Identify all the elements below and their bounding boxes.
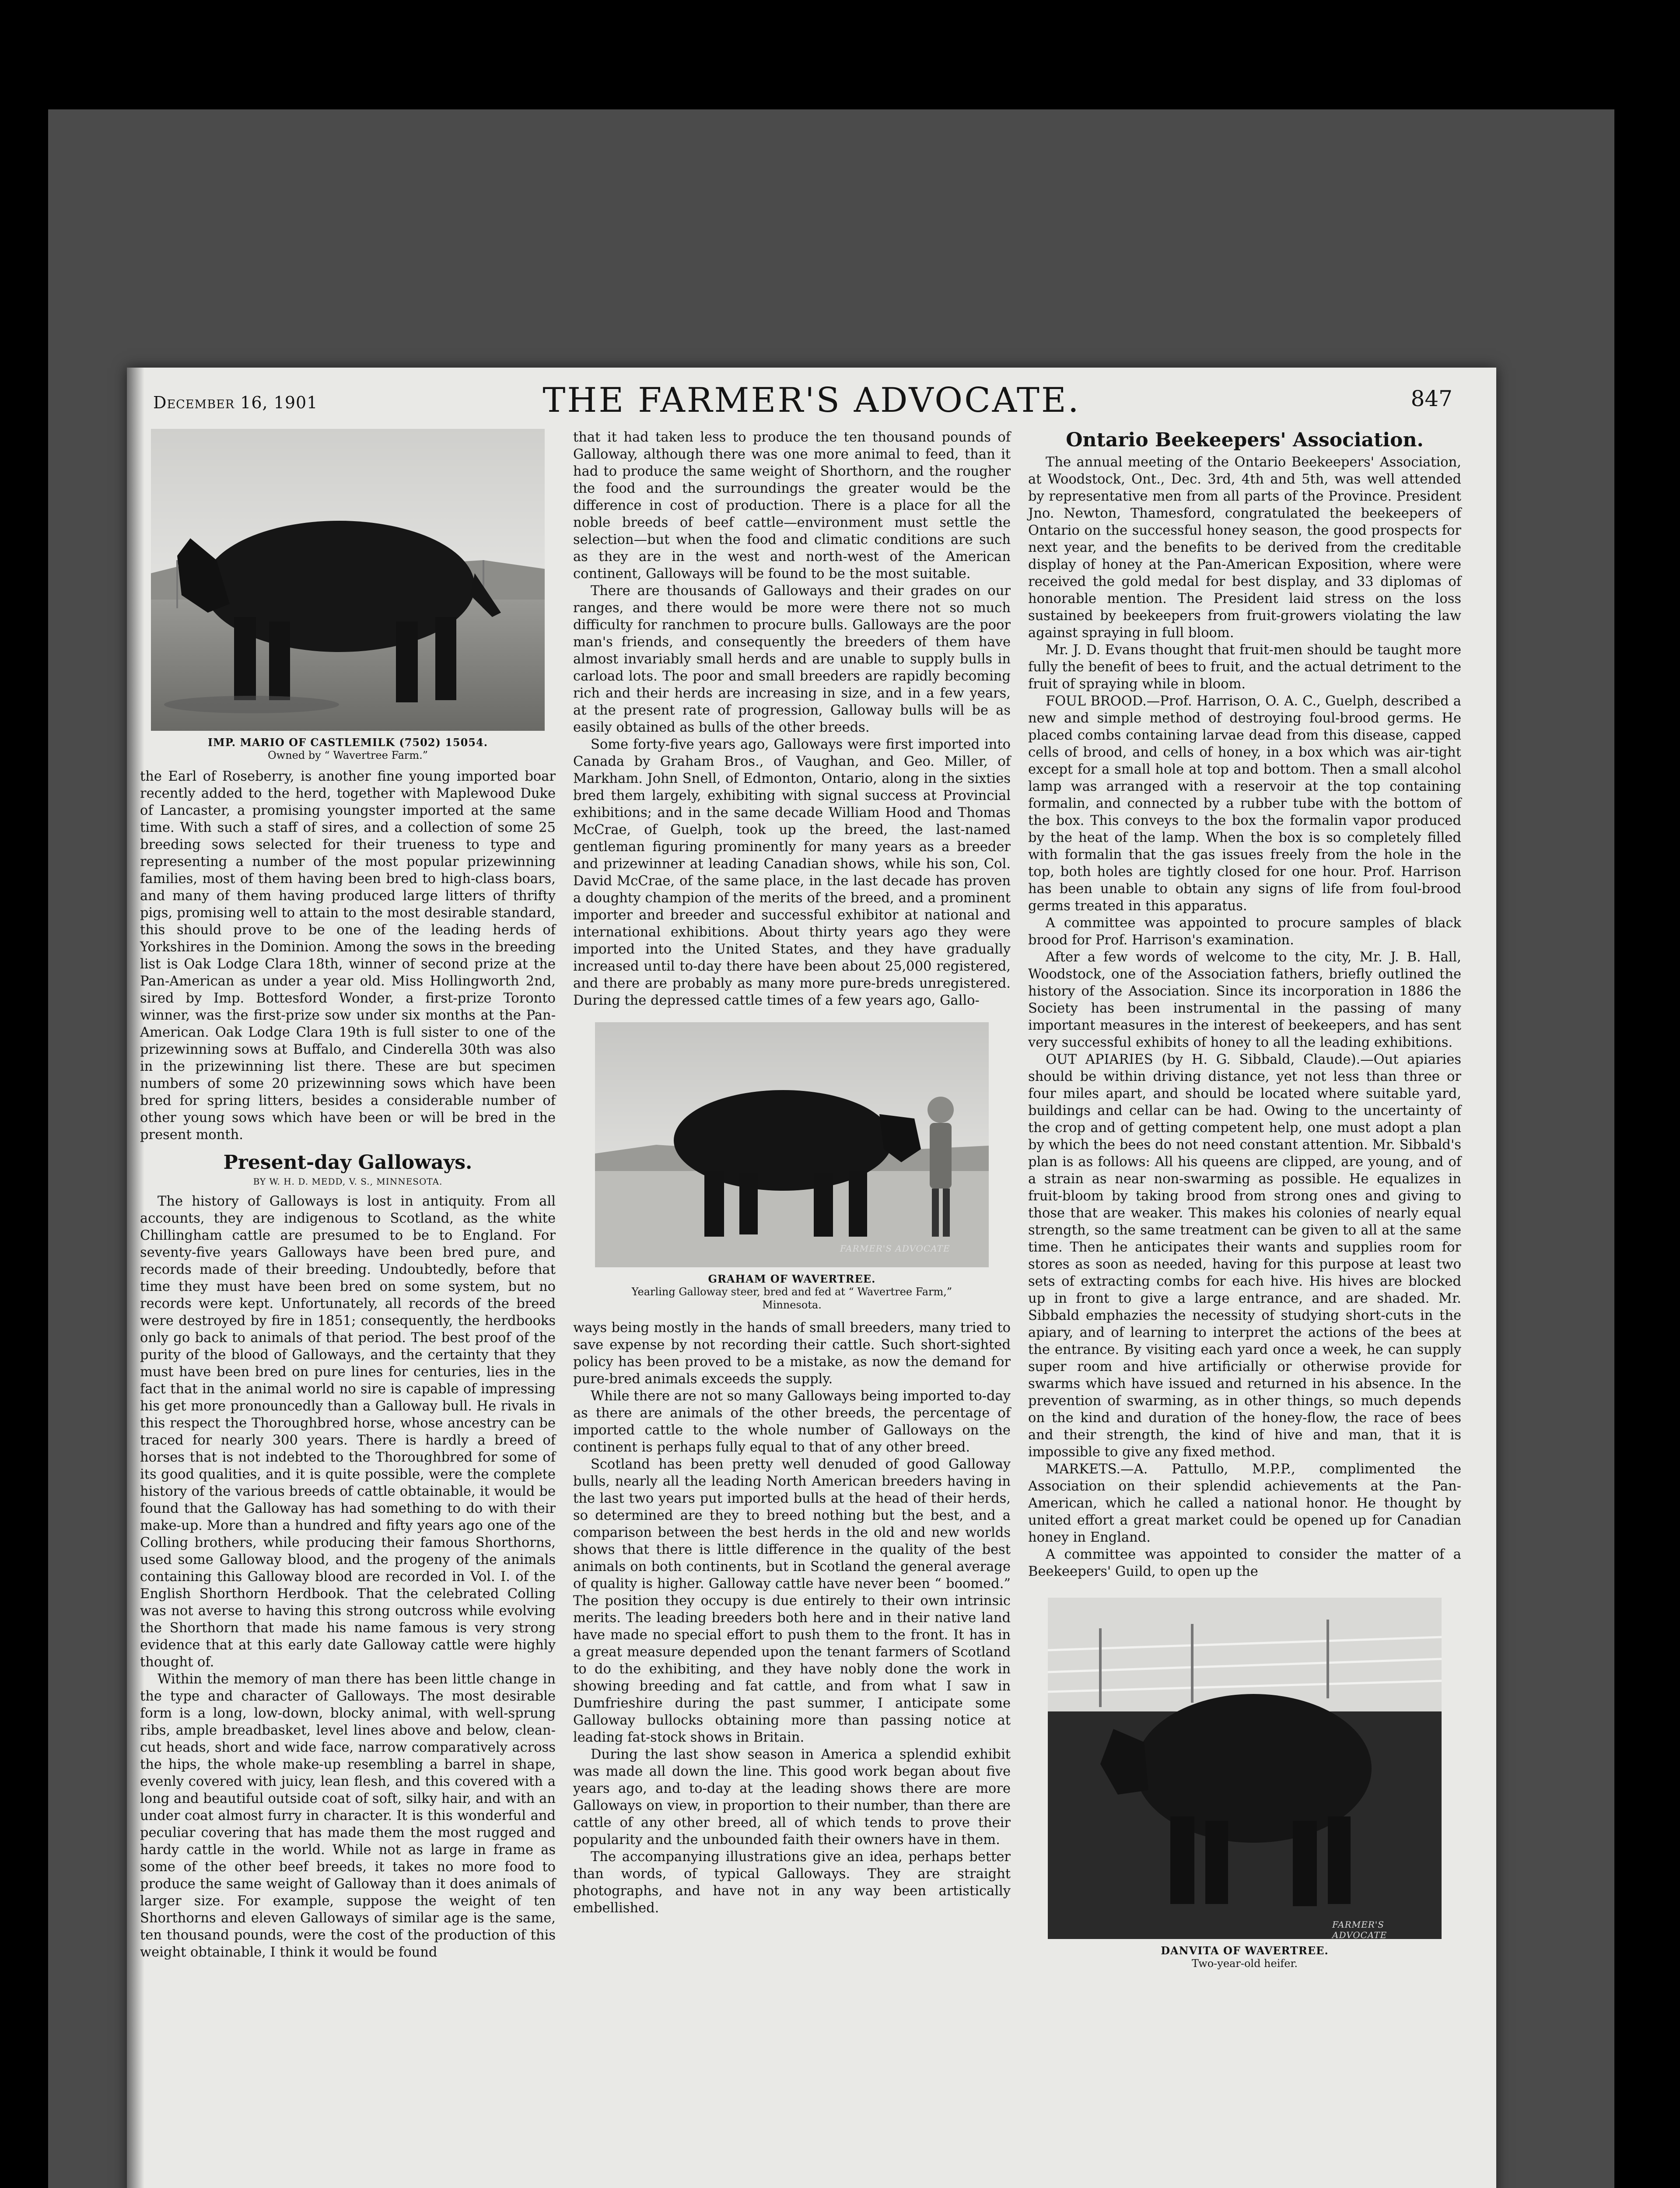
galloways-type-paragraph: Within the memory of man there has been little change in the type and character of Galloways. The most desirable form is a long, low-down, blocky animal, with well-sprung ribs, ample breadbasket, level lines above and below, clean-cut heads, short and wide face, narrow comparatively across the hips, the whole make-up resembling a barrel in shape, evenly covered with juicy, lean flesh, and this covered with a long and beautiful outside coat of soft, silky hair, and with an under coat almost furry in character. It is this wonderful and peculiar covering that has made them the most rugged and hardy cattle in the world. While not as large in frame as some of the other beef breeds, it takes no more food to produce the same weight of Galloway than it does animals of larger size. For example, suppose the weight of ten Shorthorns and eleven Galloways of similar age is the same, ten thousand pounds, were the cost of the production of this weight obtainable, I think it would be found xyxy=(140,1672,556,1960)
galloway-scotland-paragraph: Scotland has been pretty well denuded of good Galloway bulls, nearly all the leading North American breeders having in the last two years put imported bulls at the head of their herds, so determined are they to breed nothing but the best, and a comparison between the best herds in the old and new worlds shows that there is little difference in the quality of the best animals on both continents, but in Scotland the general average of quality is higher. Galloway cattle have never been “ boomed.” The position they occupy is due entirely to their own intrinsic merits. The leading breeders both here and in their native land have made no special effort to push them to the front. It has in a great measure depended upon the tenant farmers of Scotland to do the exhibiting, and they have nobly done the work in showing breeding and fat cattle, and from what I saw in Dumfrieshire during the past summer, I anticipate some Galloway bullocks obtaining more than passing notice at leading fat-stock shows in Britain. xyxy=(573,1457,1011,1745)
out-apiaries-paragraph: OUT APIARIES (by H. G. Sibbald, Claude).—Out apiaries should be within driving distance, yet not less than three or four miles apart, and should be located where suitable yard, buildings and cellar can be had. Owing to the uncertainty of the crop and of getting competent help, one must adopt a plan by which the bees do not need constant attention. Mr. Sibbald's plan is as follows: All his queens are clipped, are young, and of a strain as near non-swarming as possible. He equalizes in fruit-bloom by taking brood from strong ones and giving to those that are weaker. This makes his colonies of nearly equal strength, so the same treatment can be given to all at the same time. Then he anticipates their wants and supplies room for stores as soon as needed, having for this purpose at least two sets of extracting combs for each hive. His hives are blocked up in front to give a large entrance, and are shaded. Mr. Sibbald emphazies the necessity of studying short-cuts in the apiary, and of learning to interpret the actions of the bees at the entrance. By visiting each yard once a week, he can supply super room and hive artificially or otherwise provide for swarms which have issued and returned in his absence. In the prevention of swarming, as in other things, so much depends on the kind and duration of the honey-flow, the race of bees and their strength, the kind of hive and man, that it is impossible to give any fixed method. xyxy=(1028,1052,1461,1460)
black-brood-paragraph: A committee was appointed to procure samples of black brood for Prof. Harrison's examination. xyxy=(1028,915,1461,948)
galloways-heading: Present-day Galloways. xyxy=(223,1151,472,1174)
column-left xyxy=(140,429,556,1961)
galloway-canada-paragraph: Some forty-five years ago, Galloways were first imported into Canada by Graham Bros., of Vaughan, and Geo. Miller, of Markham. John Snell, of Edmonton, Ontario, along in the sixties bred them largely, exhibiting with signal success at Provincial exhibitions; and in the same decade William Hood and Thomas McCrae, of Guelph, took up the breed, the last-named gentleman figuring prominently for many years as a breeder and prizewinner at leading Canadian shows, while his son, Col. David McCrae, of the same place, in the last decade has proven a doughty champion of the merits of the breed, and a prominent importer and breeder and successful exhibitor at national and international exhibitions. About thirty years ago they were imported into the United States, and they have gradually increased until to-day there have been about 25,000 registered, and there are probably as many more pure-breds unregistered. During the depressed cattle times of a few years ago, Gallo- xyxy=(573,737,1011,1008)
heifer-photo-watermark: FARMER'S ADVOCATE xyxy=(1332,1919,1387,1939)
yorkshire-herd-paragraph: the Earl of Roseberry, is another fine young imported boar recently added to the herd, together with Maplewood Duke of Lancaster, a promising youngster imported at the same time. With such a staff of sires, and a collection of some 25 breeding sows selected for their trueness to type and representing a number of the most popular prizewinning families, most of them having been bred to high-class boars, and many of them having produced large litters of thrifty pigs, promising well to attain to the most desirable standard, this should prove to be one of the leading herds of Yorkshires in the Dominion. Among the sows in the breeding list is Oak Lodge Clara 18th, winner of second prize at the Pan-American as under a year old. Miss Hollingworth 2nd, sired by Imp. Bottesford Wonder, a first-prize Toronto winner, was the first-prize sow under six months at the Pan-American. Oak Lodge Clara 19th is full sister to one of the prizewinning sows at Buffalo, and Cinderella 30th was also in the prizewinning list there. These are but specimen numbers of some 20 prizewinning sows which have been bred for spring litters, besides a considerable number of other young sows which have been or will be bred in the present month. xyxy=(140,769,556,1143)
column-middle xyxy=(573,429,1011,1917)
galloways-history-paragraph: The history of Galloways is lost in antiquity. From all accounts, they are indigenous to Scotland, as the white Chillingham cattle are presumed to be to England. For seventy-five years Galloways have been bred pure, and records made of their breeding. Undoubtedly, before that time they must have been bred on some system, but no records were kept. Unfortunately, all records of the breed were destroyed by fire in 1851; consequently, the herdbooks only go back to animals of that period. The best proof of the purity of the blood of Galloways, and the certainty that they must have been bred on pure lines for centuries, lies in the fact that in the animal world no sire is capable of impressing his get more pronouncedly than a Galloway bull. He rivals in this respect the Thoroughbred horse, whose ancestry can be traced for nearly 300 years. There is hardly a breed of horses that is not indebted to the Thoroughbred for some of its good qualities, and it is quite possible, were the complete history of the various breeds of cattle obtainable, it would be found that the Galloway has had something to do with their make-up. More than a hundred and fifty years ago one of the Colling brothers, while producing their famous Shorthorns, used some Galloway blood, and the progeny of the animals containing this Galloway blood are recorded in Vol. I. of the English Shorthorn Herdbook. That the celebrated Colling was not averse to having this strong outcross while evolving the Shorthorn that made his name famous is very strong evidence that at this early date Galloway cattle were highly thought of. xyxy=(140,1194,556,1670)
masthead-title: THE FARMER'S ADVOCATE. xyxy=(542,381,1081,420)
steer-illustration xyxy=(595,1022,989,1267)
page-number: 847 xyxy=(1410,386,1452,411)
beekeepers-evans-paragraph: Mr. J. D. Evans thought that fruit-men should be taught more fully the benefit of bees to fruit, and the actual detriment to the fruit of spraying while in bloom. xyxy=(1028,642,1461,692)
steer-photo-title: GRAHAM OF WAVERTREE. xyxy=(708,1273,876,1285)
galloways-byline: BY W. H. D. MEDD, V. S., MINNESOTA. xyxy=(253,1176,443,1187)
galloway-imports-paragraph: While there are not so many Galloways being imported to-day as there are animals of the other breeds, the percentage of imported cattle to the whole number of Galloways on the continent is perhaps fully equal to that of any other breed. xyxy=(573,1389,1011,1455)
newspaper-page xyxy=(127,368,1496,2188)
galloway-cost-paragraph: that it had taken less to produce the ten thousand pounds of Galloway, although there was one more animal to feed, than it had to produce the same weight of Shorthorn, and the rougher the food and the surroundings the greater would be the difference in cost of production. There is a place for all the noble breeds of beef cattle—environment must settle the selection—but when the food and climatic conditions are such as they are in the west and north-west of the American continent, Galloways will be found to be the most suitable. xyxy=(573,430,1011,582)
steer-photo xyxy=(595,1022,989,1267)
heifer-photo-title: DANVITA OF WAVERTREE. xyxy=(1161,1944,1329,1957)
steer-photo-caption: Yearling Galloway steer, bred and fed at “ Wavertree Farm,” Minnesota. xyxy=(631,1286,952,1311)
bull-photo-title: IMP. MARIO OF CASTLEMILK (7502) 15054. xyxy=(207,736,488,749)
steer-photo-watermark: FARMER'S ADVOCATE xyxy=(840,1243,950,1254)
galloway-shows-paragraph: During the last show season in America a splendid exhibit was made all down the line. This good work began about five years ago, and to-day at the leading shows there are more Galloways on view, in proportion to their number, than there are cattle of any other breed, all of which tends to prove their popularity and the unbounded faith their owners have in them. xyxy=(573,1747,1011,1848)
column-right xyxy=(1028,429,1461,1970)
beekeepers-heading: Ontario Beekeepers' Association. xyxy=(1066,429,1424,451)
heifer-photo-caption: Two-year-old heifer. xyxy=(1192,1957,1298,1970)
bull-photo xyxy=(151,429,545,731)
heifer-photo xyxy=(1048,1598,1442,1939)
bull-photo-caption: Owned by “ Wavertree Farm.” xyxy=(267,749,428,761)
page-header xyxy=(140,381,1483,420)
galloway-ranges-paragraph: There are thousands of Galloways and their grades on our ranges, and there would be more were there not so much difficulty for ranchmen to procure bulls. Galloways are the poor man's friends, and consequently the breeders of them have almost invariably small herds and are unable to supply bulls in carload lots. The poor and small breeders are rapidly becoming rich and their herds are increasing in size, and in a few years, at the present rate of progression, Galloway bulls will be as easily obtained as bulls of the other breeds. xyxy=(573,583,1011,735)
markets-paragraph: MARKETS.—A. Pattullo, M.P.P., complimented the Association on their splendid achievements at the Pan-American, which he called a national honor. He thought by united effort a great market could be opened up for Canadian honey in England. xyxy=(1028,1462,1461,1545)
galloway-illustrations-paragraph: The accompanying illustrations give an idea, perhaps better than words, of typical Galloways. They are straight photographs, and have not in any way been artistically embellished. xyxy=(573,1849,1011,1916)
issue-date: December 16, 1901 xyxy=(153,393,318,412)
beekeepers-meeting-paragraph: The annual meeting of the Ontario Beekeepers' Association, at Woodstock, Ont., Dec. 3rd, 4th and 5th, was well attended by representative men from all parts of the Province. President Jno. Newton, Thamesford, congratulated the beekeepers of Ontario on the successful honey season, the good prospects for next year, and the benefits to be derived from the creditable display of honey at the Pan-American Exposition, where were received the gold medal for best display, and 33 diplomas of honorable mention. The President laid stress on the loss sustained by beekeepers from fruit-growers violating the law against spraying in full bloom. xyxy=(1028,455,1461,641)
foul-brood-paragraph: FOUL BROOD.—Prof. Harrison, O. A. C., Guelph, described a new and simple method of destroying foul-brood germs. He placed combs containing larvae dead from this disease, capped cells of brood, and cells of honey, in a box which was air-tight except for a small hole at top and bottom. Then a small alcohol lamp was arranged with a reservoir at the top containing formalin, and connected by a rubber tube with the bottom of the box. This conveys to the box the formalin vapor produced by the heat of the lamp. When the box is so completely filled with formalin that the gas issues freely from the hole in the top, both holes are tightly closed for one hour. Prof. Harrison has been unable to obtain any signs of life from foul-brood germs treated in this apparatus. xyxy=(1028,694,1461,914)
galloway-recording-paragraph: ways being mostly in the hands of small breeders, many tried to save expense by not recording their cattle. Such short-sighted policy has been proved to be a mistake, as now the demand for pure-bred animals exceeds the supply. xyxy=(573,1320,1011,1387)
guild-paragraph: A committee was appointed to consider the matter of a Beekeepers' Guild, to open up the xyxy=(1028,1547,1461,1579)
heifer-illustration xyxy=(1048,1598,1442,1939)
bull-illustration xyxy=(151,429,545,731)
association-history-paragraph: After a few words of welcome to the city, Mr. J. B. Hall, Woodstock, one of the Association fathers, briefly outlined the history of the Association. Since its incorporation in 1886 the Society has been instrumental in the passing of many important measures in the interest of beekeepers, and has sent very successful exhibits of honey to all the leading exhibitions. xyxy=(1028,950,1461,1050)
